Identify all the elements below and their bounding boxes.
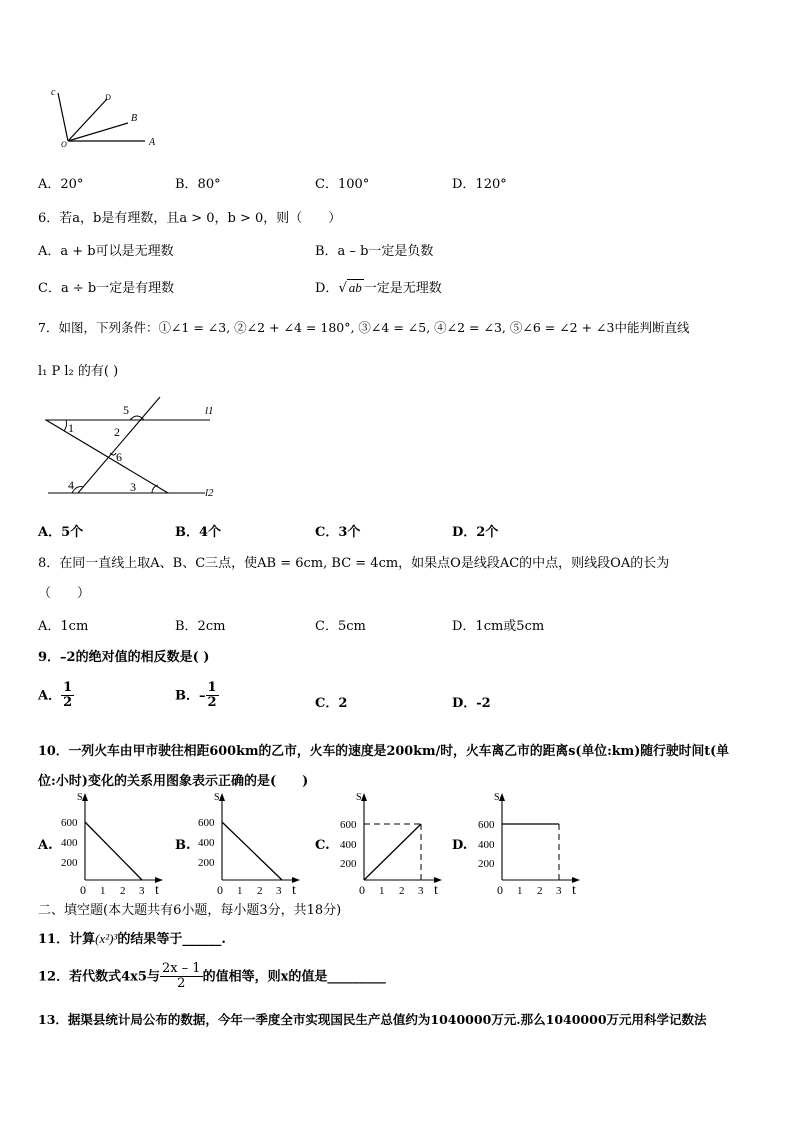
numerator: 1: [63, 680, 73, 695]
denominator: 2: [63, 695, 73, 711]
axis-s: S: [214, 792, 220, 803]
tick-200: 200: [340, 858, 357, 870]
fig-label-3: 3: [130, 480, 136, 494]
fig-label-4: 4: [68, 478, 74, 492]
q9-option-b-prefix: B．–: [175, 688, 206, 704]
q9-option-a-prefix: A．: [38, 688, 62, 704]
tick-0: 0: [497, 883, 503, 897]
tick-1: 1: [379, 885, 385, 897]
tick-400: 400: [61, 837, 78, 849]
label-a: A: [149, 137, 156, 148]
q10-option-c-label: C.: [315, 838, 330, 853]
q6-option-b: B．a – b一定是负数: [315, 244, 434, 259]
q6-option-d-suffix: 一定是无理数: [363, 281, 442, 296]
numerator: 1: [207, 680, 217, 695]
q5-option-c: C．100°: [315, 177, 370, 192]
tick-600: 600: [61, 817, 78, 829]
q10-stem-line2: 位:小时)变化的关系用图象表示正确的是( ): [38, 774, 309, 789]
q10-stem-line1: 10．一列火车由甲市驶往相距600km的乙市，火车的速度是200km/时，火车离乙市的距离s(单位:km)随行驶时间t(单: [38, 744, 730, 759]
q7-option-b: B．4个: [175, 525, 222, 540]
q7-stem-line1: 7．如图，下列条件：①∠1 = ∠3, ②∠2 + ∠4 = 180°, ③∠4 = ∠5, ④∠2 = ∠3, ⑤∠6 = ∠2 + ∠3中能判断直线: [38, 320, 690, 335]
parallel-lines-figure: [40, 395, 230, 505]
tick-600: 600: [340, 819, 357, 831]
tick-2: 2: [537, 885, 543, 897]
q6-option-d-radicand: ab: [348, 280, 362, 295]
q8-option-a: A．1cm: [38, 619, 89, 634]
tick-3: 3: [276, 885, 282, 897]
tick-600: 600: [198, 817, 215, 829]
tick-400: 400: [340, 839, 357, 851]
axis-s: S: [356, 792, 362, 803]
q5-option-d: D．120°: [452, 177, 507, 192]
q6-option-c: C．a ÷ b一定是有理数: [38, 281, 175, 296]
fraction: [206, 681, 219, 711]
q8-stem: 8．在同一直线上取A、B、C三点，使AB = 6cm, BC = 4cm，如果点O是线段AC的中点，则线段OA的长为: [38, 556, 670, 571]
q6-option-d: [315, 277, 442, 296]
axis-t: t: [155, 883, 159, 898]
tick-0: 0: [80, 883, 86, 897]
axis-t: t: [572, 883, 576, 898]
q5-option-a: A．20°: [38, 177, 84, 192]
section-heading-fill-blank: 二、填空题(本大题共有6小题，每小题3分，共18分): [38, 903, 342, 918]
q11-expression: (x²)³: [95, 931, 118, 946]
q11-prefix: 11．计算: [38, 932, 96, 947]
q7-option-c: C．3个: [315, 525, 361, 540]
sqrt-symbol: √: [338, 281, 347, 296]
tick-400: 400: [478, 839, 495, 851]
graph-d: [472, 790, 587, 900]
graph-b: [192, 790, 307, 900]
label-d: D: [105, 93, 111, 102]
axis-s: S: [494, 792, 500, 803]
q11-suffix: 的结果等于______.: [117, 932, 226, 947]
q9-stem: 9．–2的绝对值的相反数是( ): [38, 650, 210, 665]
tick-200: 200: [478, 858, 495, 870]
q6-option-a: A．a + b可以是无理数: [38, 244, 174, 259]
q7-option-a: A．5个: [38, 525, 84, 540]
label-b: B: [131, 113, 138, 124]
tick-1: 1: [100, 885, 106, 897]
tick-2: 2: [399, 885, 405, 897]
axis-t: t: [434, 883, 438, 898]
fig-label-2: 2: [114, 425, 120, 439]
angle-figure: [45, 85, 170, 150]
graph-c: [334, 790, 449, 900]
tick-200: 200: [61, 857, 78, 869]
tick-1: 1: [517, 885, 523, 897]
axis-t: t: [292, 883, 296, 898]
q6-option-d-prefix: D．: [315, 281, 339, 296]
tick-3: 3: [418, 885, 424, 897]
q12: [38, 962, 386, 992]
q8-option-b: B．2cm: [175, 619, 226, 634]
tick-2: 2: [257, 885, 263, 897]
tick-400: 400: [198, 837, 215, 849]
axis-s: S: [77, 792, 83, 803]
tick-600: 600: [478, 819, 495, 831]
q8-option-d: D．1cm或5cm: [452, 619, 545, 634]
q5-option-b: B．80°: [175, 177, 221, 192]
q12-suffix: 的值相等，则x的值是_________: [202, 969, 386, 985]
numerator: 2x – 1: [161, 961, 201, 976]
q11: [38, 928, 226, 947]
fig-label-1: 1: [68, 421, 74, 435]
fraction: [160, 962, 203, 992]
q9-option-b: [175, 681, 219, 711]
q9-option-a: [38, 681, 74, 711]
q7-option-d: D．2个: [452, 525, 499, 540]
q13-line1: 13．据渠县统计局公布的数据，今年一季度全市实现国民生产总值约为1040000万元.那么1040000万元用科学记数法: [38, 1012, 707, 1027]
tick-3: 3: [556, 885, 562, 897]
q8-option-c: C．5cm: [315, 619, 366, 634]
label-o: O: [61, 140, 67, 149]
q12-prefix: 12．若代数式4x5与: [38, 969, 160, 985]
q7-stem-line2: l₁ P l₂ 的有( ): [38, 364, 119, 379]
q10-option-b-label: B.: [175, 838, 191, 853]
fraction: [61, 681, 74, 711]
q10-option-d-label: D.: [452, 838, 468, 853]
fig-label-5: 5: [123, 403, 129, 417]
graph-a: [55, 790, 170, 900]
denominator: 2: [207, 695, 217, 711]
q8-paren: （ ）: [38, 586, 91, 601]
q6-stem: 6．若a，b是有理数，且a > 0，b > 0，则（ ）: [38, 211, 342, 226]
fig-label-l2: l2: [205, 487, 214, 499]
q9-option-c: C．2: [315, 696, 348, 711]
tick-0: 0: [359, 883, 365, 897]
tick-2: 2: [120, 885, 126, 897]
q9-option-d: D．-2: [452, 696, 491, 711]
fig-label-6: 6: [116, 450, 122, 464]
tick-3: 3: [139, 885, 145, 897]
fig-label-l1: l1: [205, 405, 214, 417]
tick-200: 200: [198, 857, 215, 869]
label-c: c: [51, 87, 56, 98]
tick-0: 0: [217, 883, 223, 897]
tick-1: 1: [237, 885, 243, 897]
q10-option-a-label: A.: [38, 838, 53, 853]
denominator: 2: [177, 976, 186, 992]
